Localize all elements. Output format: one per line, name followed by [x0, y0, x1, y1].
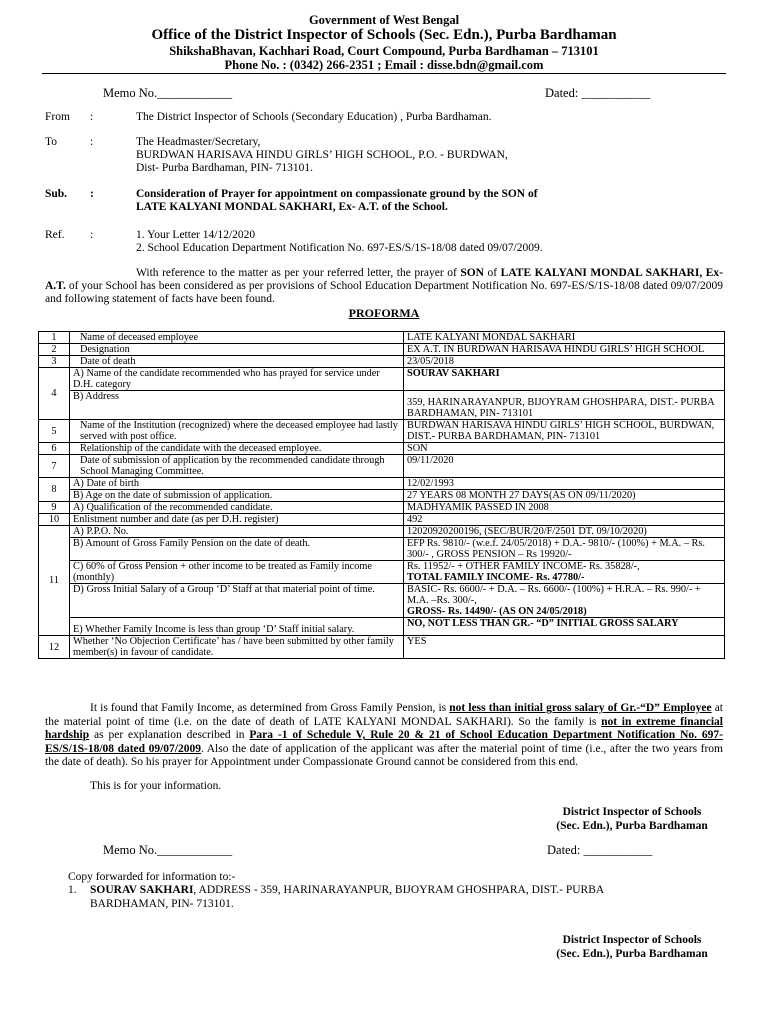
intro-son: SON [460, 267, 484, 279]
row-value: NO, NOT LESS THAN GR.- “D” INITIAL GROSS SALARY [404, 618, 725, 636]
row-label: B) Address [70, 391, 404, 420]
row-value: MADHYAMIK PASSED IN 2008 [404, 502, 725, 514]
row-number: 4 [39, 368, 70, 420]
table-row [39, 618, 725, 636]
row-value: 12020920200196, (SEC/BUR/20/F/2501 DT. 09/10/2020) [404, 526, 725, 538]
row-label: Date of death [70, 356, 404, 368]
table-row [39, 561, 725, 584]
ref-colon: : [90, 229, 94, 241]
copy-recipient [90, 884, 730, 911]
row-value: EFP Rs. 9810/- (w.e.f. 24/05/2018) + D.A.- 9810/- (100%) + M.A. – Rs. 300/- , GROSS PENSION – Rs 19920/- [404, 538, 725, 561]
from-colon: : [90, 111, 94, 123]
table-row [39, 356, 725, 368]
signature-title: District Inspector of Schools [562, 806, 702, 818]
row-label: A) Name of the candidate recommended who has prayed for service under D.H. category [70, 368, 404, 391]
salary-breakup: BASIC- Rs. 6600/- + D.A. – Rs. 6600/- (100%) + H.R.A. – Rs. 990/- + M.A. –Rs. 300/-, [407, 584, 701, 606]
table-row [39, 538, 725, 561]
gross-salary: GROSS- Rs. 14490/- (AS ON 24/05/2018) [407, 606, 587, 617]
row-value: SON [404, 443, 725, 455]
subject-text [136, 188, 538, 214]
row-value: 492 [404, 514, 725, 526]
table-row [39, 455, 725, 478]
row-value: 27 YEARS 08 MONTH 27 DAYS(AS ON 09/11/2020) [404, 490, 725, 502]
row-number: 6 [39, 443, 70, 455]
information-line: This is for your information. [90, 780, 222, 792]
to-colon: : [90, 136, 94, 148]
row-value: 09/11/2020 [404, 455, 725, 478]
from-label: From [45, 111, 70, 123]
row-label: Name of the Institution (recognized) where the deceased employee had lastly served with post office. [70, 420, 404, 443]
row-label: C) 60% of Gross Pension + other income to be treated as Family income (monthly) [70, 561, 404, 584]
finding-text-4: . Also the date of application of the applicant was after the material point of time (i.e., after the two years from the date of death). So his prayer for Appointment under Compassionate Ground cannot be considered from this end. [45, 742, 723, 768]
memo-dated-2: Dated: ___________ [547, 843, 653, 857]
row-number: 9 [39, 502, 70, 514]
to-line-2: BURDWAN HARISAVA HINDU GIRLS’ HIGH SCHOOL, P.O. - BURDWAN, [136, 149, 508, 161]
memo-number-2: Memo No.____________ [103, 843, 233, 857]
copy-line-2: BARDHAMAN, PIN- 713101. [90, 897, 234, 910]
copy-heading: Copy forwarded for information to:- [68, 871, 236, 883]
proforma-title: PROFORMA [348, 306, 420, 320]
ref-line-2: 2. School Education Department Notification No. 697-ES/S/1S-18/08 dated 09/07/2009. [136, 242, 543, 254]
table-row [39, 344, 725, 356]
row-label: Designation [70, 344, 404, 356]
table-row [39, 490, 725, 502]
row-value: 12/02/1993 [404, 478, 725, 490]
from-text: The District Inspector of Schools (Secondary Education) , Purba Bardhaman. [136, 111, 492, 123]
memo-dated: Dated: ___________ [545, 86, 651, 100]
row-value: SOURAV SAKHARI [404, 368, 725, 391]
row-label: Name of deceased employee [70, 332, 404, 344]
subject-line-2: LATE KALYANI MONDAL SAKHARI, Ex- A.T. of the School. [136, 201, 448, 213]
table-row [39, 443, 725, 455]
signature-block [540, 806, 724, 833]
finding-not-less: not less than initial gross salary of Gr.-“D” Employee [449, 702, 712, 714]
table-row [39, 526, 725, 538]
row-value: 23/05/2018 [404, 356, 725, 368]
row-number: 3 [39, 356, 70, 368]
row-label: Date of submission of application by the recommended candidate through School Managing Committee. [70, 455, 404, 478]
signature-office-2: (Sec. Edn.), Purba Bardhaman [556, 947, 708, 960]
signature-block-2 [540, 934, 724, 961]
office-contact: Phone No. : (0342) 266-2351 ; Email : disse.bdn@gmail.com [224, 58, 544, 72]
row-label: Relationship of the candidate with the deceased employee. [70, 443, 404, 455]
memo-number: Memo No.____________ [103, 86, 233, 100]
government-heading: Government of West Bengal [308, 13, 460, 27]
row-label: Whether ‘No Objection Certificate’ has / have been submitted by other family member(s) in favour of candidate. [70, 636, 404, 659]
ref-label: Ref. [45, 229, 65, 241]
row-label: A) P.P.O. No. [70, 526, 404, 538]
row-value: BURDWAN HARISAVA HINDU GIRLS’ HIGH SCHOOL, BURDWAN, DIST.- PURBA BARDHAMAN, PIN- 713101 [404, 420, 725, 443]
row-number: 8 [39, 478, 70, 502]
to-line-3: Dist- Purba Bardhaman, PIN- 713101. [136, 162, 313, 174]
row-label: E) Whether Family Income is less than group ‘D’ Staff initial salary. [70, 618, 404, 636]
intro-text-3: of your School has been considered as per provisions of School Education Department Notification No. 697-ES/S/1S-18/08 dated 09/07/2009 and following statement of facts have been found. [45, 280, 723, 305]
intro-text-2: of [484, 267, 501, 279]
family-income-detail: Rs. 11952/- + OTHER FAMILY INCOME- Rs. 35828/-, [407, 561, 640, 572]
table-row [39, 502, 725, 514]
row-value: YES [404, 636, 725, 659]
row-value: LATE KALYANI MONDAL SAKHARI [404, 332, 725, 344]
row-number: 5 [39, 420, 70, 443]
subject-label: Sub. [45, 188, 68, 200]
ref-line-1: 1. Your Letter 14/12/2020 [136, 229, 256, 241]
copy-line-1 [90, 884, 730, 898]
finding-notification: Para -1 of Schedule V, Rule 20 & 21 of School Education Department Notification No. 697-ES/S/1S-18/08 dated 09/07/2009 [45, 729, 723, 755]
finding-text-2: at the material point of time (i.e. on the date of death of LATE KALYANI MONDAL SAKHARI). So the family is [45, 702, 723, 728]
row-number: 11 [39, 526, 70, 636]
table-row [39, 514, 725, 526]
table-row [39, 420, 725, 443]
finding-text-3: as per explanation described in [89, 729, 250, 741]
row-value [404, 584, 725, 618]
office-title: Office of the District Inspector of Schools (Sec. Edn.), Purba Bardhaman [151, 27, 617, 43]
row-label: Enlistment number and date (as per D.H. register) [70, 514, 404, 526]
row-number: 2 [39, 344, 70, 356]
row-value: EX A.T. IN BURDWAN HARISAVA HINDU GIRLS’ HIGH SCHOOL [404, 344, 725, 356]
proforma-table [38, 331, 725, 659]
intro-paragraph [45, 267, 723, 306]
signature-title-2: District Inspector of Schools [562, 934, 702, 946]
to-address [136, 136, 508, 175]
office-address: ShikshaBhavan, Kachhari Road, Court Compound, Purba Bardhaman – 713101 [169, 44, 599, 58]
table-row [39, 636, 725, 659]
signature-office: (Sec. Edn.), Purba Bardhaman [556, 819, 708, 832]
row-number: 1 [39, 332, 70, 344]
table-row [39, 332, 725, 344]
row-value [404, 561, 725, 584]
row-label: B) Age on the date of submission of application. [70, 490, 404, 502]
row-number: 10 [39, 514, 70, 526]
row-label: A) Date of birth [70, 478, 404, 490]
copy-recipient-address: , ADDRESS - 359, HARINARAYANPUR, BIJOYRAM GHOSHPARA, DIST.- PURBA [193, 884, 605, 896]
table-row [39, 391, 725, 420]
finding-text-1: It is found that Family Income, as determined from Gross Family Pension, is [90, 702, 450, 714]
subject-line-1: Consideration of Prayer for appointment on compassionate ground by the SON of [136, 188, 538, 200]
finding-not-hardship: not in extreme financial hardship [45, 715, 723, 741]
intro-text-1: With reference to the matter as per your referred letter, the prayer of [136, 267, 461, 279]
copy-number: 1. [68, 884, 77, 896]
table-row [39, 368, 725, 391]
row-value: 359, HARINARAYANPUR, BIJOYRAM GHOSHPARA, DIST.- PURBA BARDHAMAN, PIN- 713101 [404, 391, 725, 420]
to-label: To [45, 136, 57, 148]
copy-recipient-name: SOURAV SAKHARI [90, 884, 194, 896]
row-number: 12 [39, 636, 70, 659]
ref-text [136, 229, 543, 255]
table-row [39, 584, 725, 618]
row-label: A) Qualification of the recommended candidate. [70, 502, 404, 514]
finding-paragraph [45, 702, 723, 770]
row-number: 7 [39, 455, 70, 478]
to-line-1: The Headmaster/Secretary, [136, 136, 261, 148]
subject-colon: : [90, 188, 94, 200]
intro-deceased-name: LATE KALYANI MONDAL SAKHARI, Ex- A.T. [45, 267, 723, 292]
table-row [39, 478, 725, 490]
row-label: D) Gross Initial Salary of a Group ‘D’ Staff at that material point of time. [70, 584, 404, 618]
total-family-income: TOTAL FAMILY INCOME- Rs. 47780/- [407, 572, 585, 583]
header-divider [42, 73, 726, 74]
row-label: B) Amount of Gross Family Pension on the date of death. [70, 538, 404, 561]
